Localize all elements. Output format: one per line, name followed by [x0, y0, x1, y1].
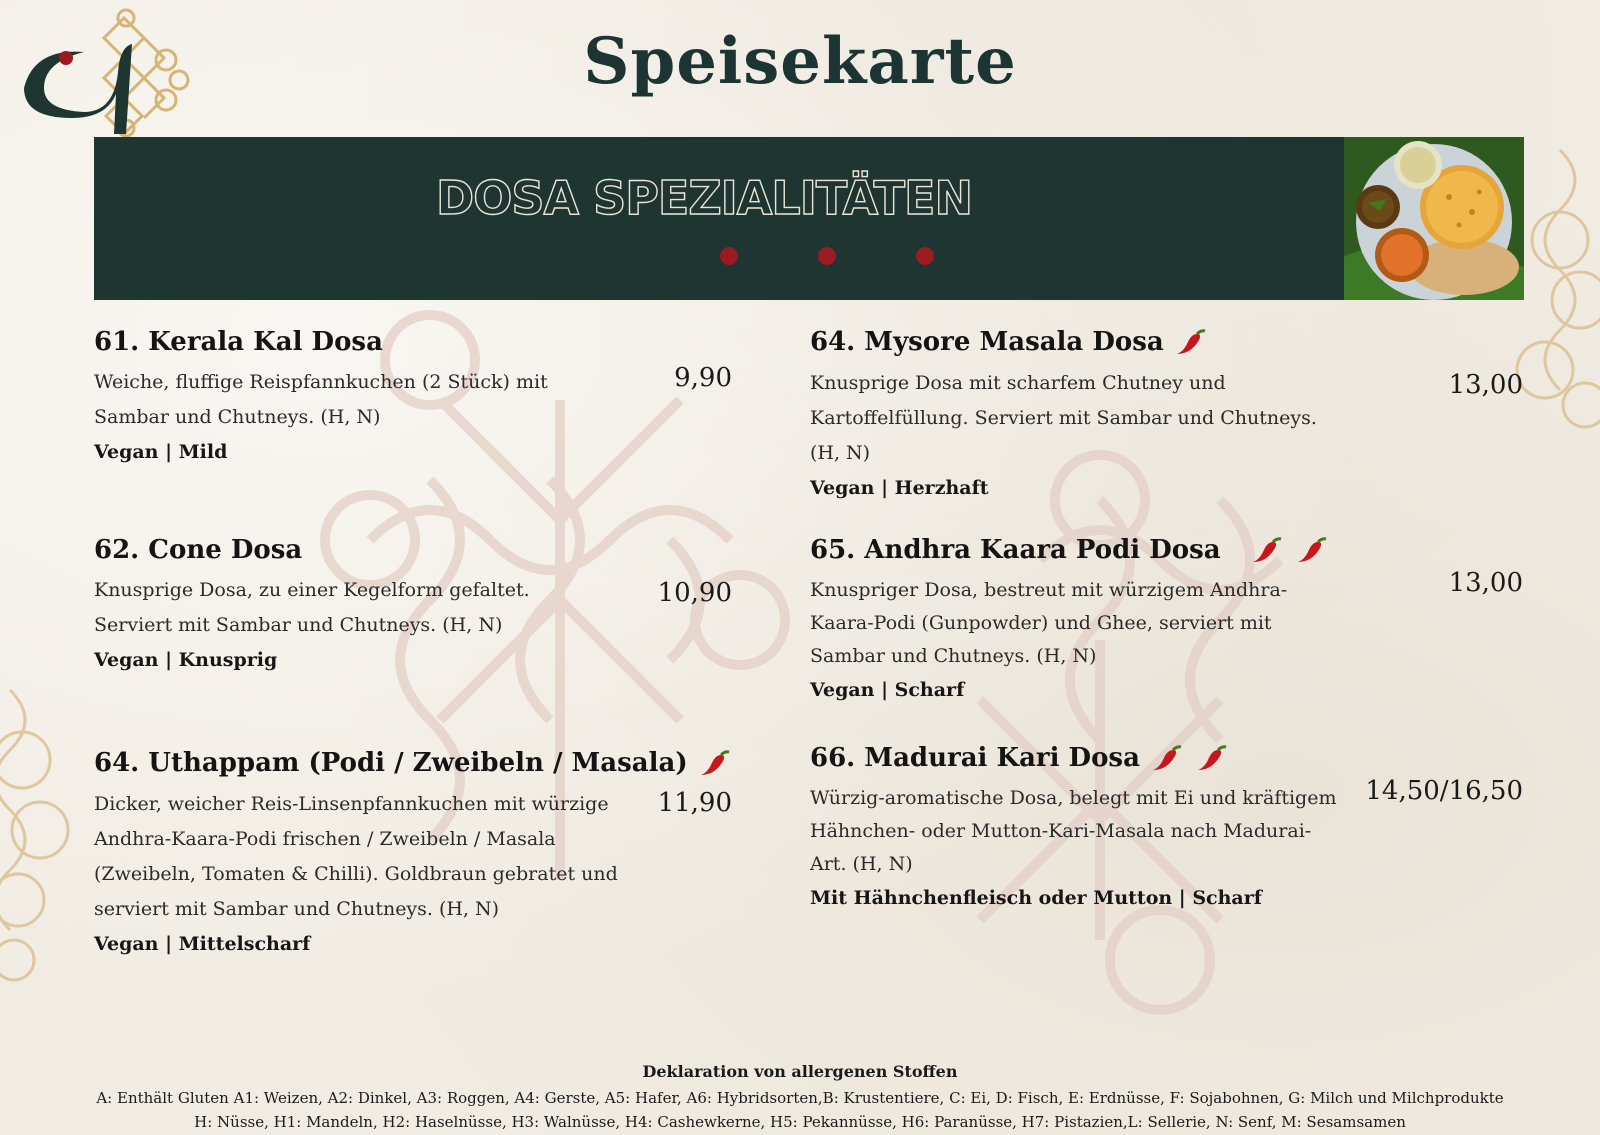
item-description: Knusprige Dosa mit scharfem Chutney und Kartoffelfüllung. Serviert mit Sambar und Chutneys. (H, N) [810, 372, 1317, 464]
menu-item [94, 327, 674, 470]
allergen-line: A: Enthält Gluten A1: Weizen, A2: Dinkel, A3: Roggen, A4: Gerste, A5: Hafer, A6: Hybridsorten,B: Krustentiere, C: Ei, D: Fisch, E: Erdnüsse, F: Sojabohnen, G: Milch und Milchprodukte [96, 1089, 1504, 1107]
chili-icon [697, 749, 733, 779]
chili-icon [1149, 744, 1185, 774]
menu-item [94, 748, 714, 962]
section-title: DOSA SPEZIALITÄTEN [436, 171, 972, 225]
item-price: 11,90 [657, 788, 732, 818]
item-tags: Vegan | Herzhaft [810, 477, 989, 499]
allergen-line: H: Nüsse, H1: Mandeln, H2: Haselnüsse, H3: Walnüsse, H4: Cashewkerne, H5: Pekannüsse, H6: Paranüsse, H7: Pistazien,L: Sellerie, N: Senf, M: Sesamsamen [194, 1113, 1406, 1131]
menu-item [810, 743, 1410, 916]
item-description: Knuspriger Dosa, bestreut mit würzigem Andhra-Kaara-Podi (Gunpowder) und Ghee, serviert mit Sambar und Chutneys. (H, N) [810, 579, 1288, 667]
banner-dot [916, 247, 934, 265]
item-price: 10,90 [657, 578, 732, 608]
chili-icon [1194, 744, 1230, 774]
item-tags: Mit Hähnchenfleisch oder Mutton | Scharf [810, 887, 1262, 909]
item-description: Dicker, weicher Reis-Linsenpfannkuchen mit würzige Andhra-Kaara-Podi frischen / Zweibeln / Masala (Zweibeln, Tomaten & Chilli). Goldbraun gebratet und serviert mit Sambar und Chutneys. (H, N) [94, 793, 618, 920]
menu-item [810, 327, 1410, 506]
allergen-heading: Deklaration von allergenen Stoffen [642, 1062, 958, 1081]
item-description: Weiche, fluffige Reispfannkuchen (2 Stück) mit Sambar und Chutneys. (H, N) [94, 371, 548, 428]
item-title: 62. Cone Dosa [94, 535, 303, 565]
menu-item [94, 535, 674, 678]
item-price: 13,00 [1448, 568, 1523, 598]
item-price: 9,90 [674, 363, 732, 393]
item-title-row [810, 327, 1410, 358]
item-tags: Vegan | Mittelscharf [94, 933, 311, 955]
item-price: 13,00 [1448, 370, 1523, 400]
item-title: 61. Kerala Kal Dosa [94, 327, 383, 357]
banner-dot [720, 247, 738, 265]
item-price: 14,50/16,50 [1365, 776, 1523, 806]
banner-dot [818, 247, 836, 265]
item-title-row [94, 748, 714, 779]
item-tags: Vegan | Mild [94, 441, 228, 463]
section-banner [94, 137, 1524, 300]
page-title: Speisekarte [583, 24, 1017, 99]
menu-item [810, 535, 1410, 708]
chili-icon [1294, 536, 1330, 566]
item-tags: Vegan | Scharf [810, 679, 965, 701]
item-description: Knusprige Dosa, zu einer Kegelform gefaltet. Serviert mit Sambar und Chutneys. (H, N) [94, 579, 530, 636]
chili-icon [1173, 328, 1209, 358]
item-title-row [810, 743, 1410, 774]
item-title: 64. Uthappam (Podi / Zweibeln / Masala) [94, 748, 688, 778]
dosa-photo [1344, 137, 1524, 300]
item-title-row [810, 535, 1410, 566]
item-title: 65. Andhra Kaara Podi Dosa [810, 535, 1221, 565]
item-title: 66. Madurai Kari Dosa [810, 743, 1140, 773]
chili-icon [1249, 536, 1285, 566]
item-tags: Vegan | Knusprig [94, 649, 278, 671]
item-title: 64. Mysore Masala Dosa [810, 327, 1164, 357]
item-description: Würzig-aromatische Dosa, belegt mit Ei und kräftigem Hähnchen- oder Mutton-Kari-Masala nach Madurai-Art. (H, N) [810, 787, 1337, 875]
